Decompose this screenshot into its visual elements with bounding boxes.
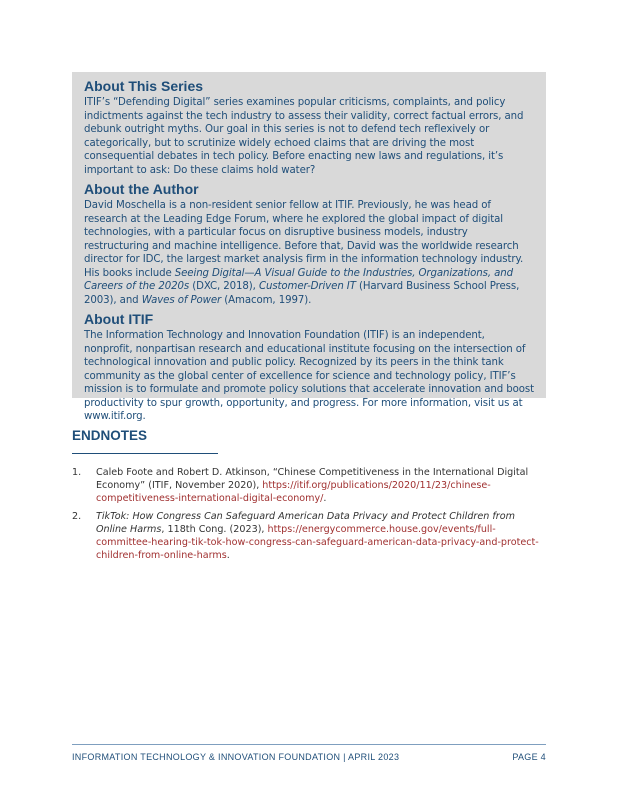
book-title-1: Seeing Digital—A Visual Guide to the Industries, Organizations, and Careers of the 2020s <box>84 267 513 292</box>
endnote-item <box>72 510 546 562</box>
endnote-link[interactable]: https://energycommerce.house.gov/events/full-committee-hearing-tik-tok-how-congress-can-safeguard-american-data-privacy-and-protect-children-from-online-harms <box>96 524 539 561</box>
endnote-item <box>72 466 546 505</box>
endnote-body: , 118th Cong. (2023), <box>161 524 268 535</box>
about-itif-body: The Information Technology and Innovation Foundation (ITIF) is an independent, nonprofit, nonpartisan research and educational institute focusing on the intersection of technological innovation and public policy. Recognized by its peers in the think tank community as the global center of excellence for science and technology policy, ITIF’s mission is to formulate and promote policy solutions that accelerate innovation and boost productivity to spur growth, opportunity, and progress. For more information, visit us at www.itif.org. <box>84 330 535 422</box>
endnotes-list <box>72 466 546 567</box>
about-itif-section <box>84 311 534 424</box>
endnote-text <box>96 510 546 562</box>
endnote-text <box>96 466 546 505</box>
about-itif-title: About ITIF <box>84 311 154 327</box>
about-author-title: About the Author <box>84 181 199 197</box>
book-title-3: Waves of Power <box>141 294 222 306</box>
footer-divider <box>72 744 546 745</box>
about-series-body: ITIF’s “Defending Digital” series examines popular criticisms, complaints, and policy indictments against the tech industry to assess their validity, correct factual errors, and debunk outright myths. Our goal in this series is not to defend tech reflexively or categorically, but to scrutinize widely echoed claims that are driving the most consequential debates in tech policy. Before enacting new laws and regulations, it’s important to ask: Do these claims hold water? <box>84 97 524 176</box>
author-text-3: (Harvard Business School Press, 2003), and <box>84 281 520 306</box>
about-series-title: About This Series <box>84 78 204 94</box>
about-series-section <box>84 78 534 177</box>
endnote-number: 1. <box>72 467 82 478</box>
endnote-tail: . <box>323 493 327 504</box>
endnote-link[interactable]: https://itif.org/publications/2020/11/23/chinese-competitiveness-international-digital-economy/ <box>96 480 491 504</box>
footer-organization: INFORMATION TECHNOLOGY & INNOVATION FOUNDATION | APRIL 2023 <box>72 752 400 762</box>
endnote-number: 2. <box>72 511 82 522</box>
endnotes-heading: ENDNOTES <box>72 428 148 443</box>
about-author-body <box>84 199 534 307</box>
page-number: PAGE 4 <box>512 752 546 762</box>
about-author-section <box>84 181 534 307</box>
about-box <box>72 72 546 422</box>
book-title-2: Customer-Driven IT <box>258 281 356 292</box>
author-text-2: (DXC, 2018), <box>189 281 259 292</box>
endnote-tail: . <box>226 550 230 561</box>
author-text-1: David Moschella is a non-resident senior fellow at ITIF. Previously, he was head of research at the Leading Edge Forum, where he explored the global impact of digital technologies, with a particular focus on disruptive business models, industry restructuring and machine intelligence. Before that, David was the worldwide research director for IDC, the largest market analysis firm in the information technology industry. His books include <box>84 200 524 279</box>
endnotes-divider <box>72 453 218 454</box>
endnote-italic-title: TikTok: How Congress Can Safeguard American Data Privacy and Protect Children from Online Harms <box>96 511 515 535</box>
endnote-body: Caleb Foote and Robert D. Atkinson, “Chinese Competitiveness in the International Digital Economy” (ITIF, November 2020), <box>96 467 529 491</box>
author-text-4: (Amacom, 1997). <box>221 294 312 306</box>
